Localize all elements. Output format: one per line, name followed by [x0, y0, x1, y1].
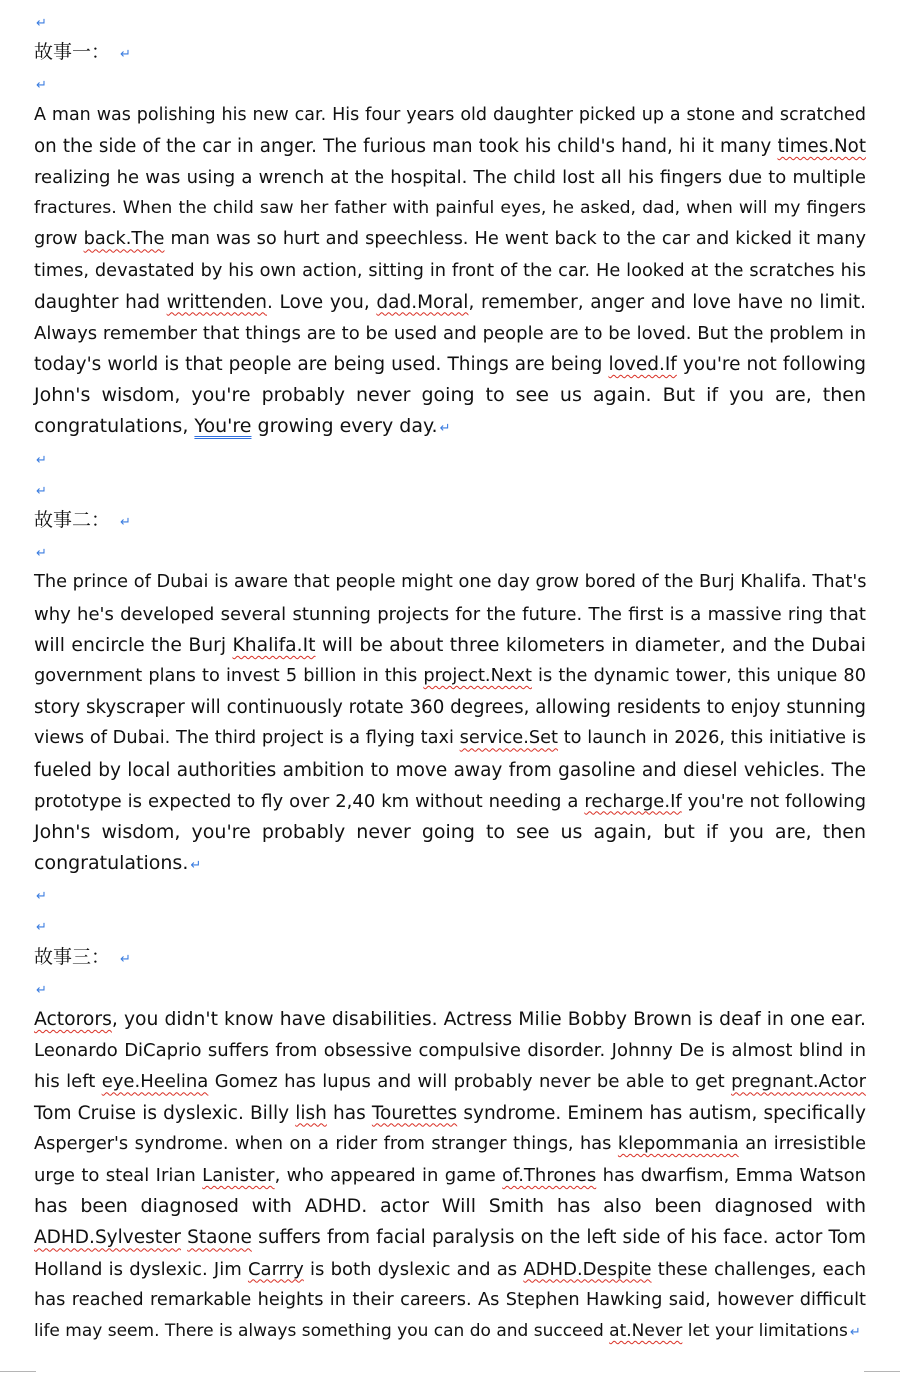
paragraph-mark-icon: ↵ [36, 16, 47, 31]
text-line [34, 630, 866, 661]
text-run: grow [34, 229, 84, 250]
text-run: Always remember that things are to be used and people are to be loved. But the problem in [34, 322, 866, 344]
story3-heading: 故事三： [34, 945, 111, 968]
empty-paragraph [34, 6, 866, 37]
text-line [34, 349, 866, 380]
text-run: will encircle the Burj [34, 634, 233, 656]
text-line [34, 193, 866, 224]
text-line [34, 755, 866, 786]
paragraph-mark-icon: ↵ [36, 483, 47, 499]
text-run: has dwarfism, Emma Watson [596, 1164, 867, 1186]
text-run: government plans to invest 5 billion in this [34, 665, 424, 686]
text-line [34, 1129, 866, 1160]
text-run: , you didn't know have disabilities. Actress Milie Bobby Brown is deaf in one ear. [111, 1009, 866, 1030]
text-line [34, 1004, 866, 1035]
text-run: today's world is that people are being used. Things are being [34, 354, 609, 376]
text-line [34, 256, 866, 287]
text-run: growing every day. [251, 415, 438, 438]
text-line [34, 100, 866, 131]
empty-paragraph [34, 536, 866, 567]
text-run: these challenges, each [651, 1258, 866, 1280]
text-line [34, 661, 866, 692]
text-run: man was so hurt and speechless. He went back to the car and kicked it many [164, 229, 866, 250]
text-line [34, 817, 866, 848]
text-run: prototype is expected to fly over 2,40 km without needing a [34, 790, 585, 812]
spelling-error-text: Khalifa.It [232, 634, 316, 656]
paragraph-mark-icon: ↵ [190, 858, 202, 874]
spelling-error-text: ADHD.Sylvester [34, 1227, 181, 1249]
text-line [34, 131, 866, 162]
story1-heading: 故事一： [34, 41, 111, 64]
text-line [34, 1191, 866, 1222]
paragraph-mark-icon: ↵ [36, 889, 47, 905]
paragraph-mark-icon: ↵ [36, 452, 47, 468]
spelling-error-text: Carrry [247, 1258, 304, 1280]
text-run: times, devastated by his own action, sitting in front of the car. He looked at the scratches his [34, 260, 866, 281]
text-run: fractures. When the child saw her father with painful eyes, he asked, dad, when will my fingers [34, 198, 866, 219]
paragraph-mark-icon: ↵ [120, 515, 131, 530]
story3-paragraph [34, 1004, 866, 1347]
spelling-error-text: lish [295, 1102, 327, 1124]
text-run: you're not following [681, 790, 866, 812]
text-line [34, 224, 866, 255]
paragraph-mark-icon: ↵ [120, 951, 131, 967]
spelling-error-text: of.Thrones [502, 1164, 597, 1186]
spelling-error-text: service.Set [459, 728, 558, 749]
text-line [34, 162, 866, 193]
empty-paragraph [34, 474, 866, 505]
spelling-error-text: recharge.If [584, 790, 682, 812]
text-line [34, 723, 866, 754]
text-run: A man was polishing his new car. His four years old daughter picked up a stone and scratched [34, 104, 866, 125]
spelling-error-text: times.Not [777, 135, 866, 157]
story1-heading-line [34, 37, 866, 68]
text-line [34, 1254, 866, 1285]
text-run: views of Dubai. The third project is a flying taxi [34, 728, 460, 749]
spelling-error-text: writtenden [166, 291, 267, 313]
spelling-error-text: Actorors [34, 1009, 112, 1030]
empty-paragraph [34, 68, 866, 99]
empty-paragraph [34, 910, 866, 941]
text-run: is both dyslexic and as [303, 1258, 524, 1280]
text-run: fueled by local authorities ambition to move away from gasoline and diesel vehicles. The [34, 759, 866, 781]
spelling-error-text: dad.Moral [376, 291, 469, 313]
paragraph-mark-icon: ↵ [439, 421, 451, 437]
story1-paragraph [34, 100, 866, 443]
text-run: life may seem. There is always something you can do and succeed [34, 1320, 610, 1341]
text-run: Holland is dyslexic. Jim [34, 1258, 248, 1280]
paragraph-mark-icon: ↵ [849, 1324, 861, 1340]
text-line [34, 786, 866, 817]
text-run: an irresistible [738, 1133, 866, 1154]
text-line [34, 411, 866, 442]
paragraph-mark-icon: ↵ [36, 982, 47, 998]
text-line [34, 567, 866, 598]
text-line [34, 1066, 866, 1097]
text-line [34, 287, 866, 318]
spelling-error-text: Lanister [202, 1164, 275, 1186]
text-line [34, 1098, 866, 1129]
spelling-error-text: project.Next [423, 665, 532, 686]
text-run: will be about three kilometers in diameter, and the Dubai [315, 634, 867, 656]
text-line [34, 848, 866, 879]
text-run: why he's developed several stunning projects for the future. The first is a massive ring that [34, 603, 866, 625]
text-line [34, 1222, 866, 1253]
text-run: Tom Cruise is dyslexic. Billy [34, 1102, 296, 1124]
text-run: urge to steal Irian [34, 1164, 203, 1186]
paragraph-mark-icon: ↵ [36, 546, 47, 562]
story2-paragraph [34, 567, 866, 879]
paragraph-mark-icon: ↵ [36, 920, 47, 936]
grammar-flag-text: You're [194, 415, 252, 438]
spelling-error-text: Tourettes [371, 1102, 458, 1124]
text-run: you're not following [676, 354, 866, 376]
spelling-error-text: back.The [83, 229, 165, 250]
empty-paragraph [34, 443, 866, 474]
text-run: syndrome. Eminem has autism, specifically [457, 1102, 866, 1124]
page-corner-mark [864, 1371, 900, 1372]
text-run: daughter had [34, 291, 167, 313]
text-run: Asperger's syndrome. when on a rider from stranger things, has [34, 1133, 618, 1154]
text-run: realizing he was using a wrench at the hospital. The child lost all his fingers due to multiple [34, 166, 866, 188]
text-run: The prince of Dubai is aware that people might one day grow bored of the Burj Khalifa. That's [34, 572, 867, 593]
text-run: Leonardo DiCaprio suffers from obsessive compulsive disorder. Johnny De is almost blind in [34, 1040, 866, 1062]
spelling-error-text: loved.If [608, 354, 677, 376]
spelling-error-text: ADHD.Despite [523, 1258, 652, 1280]
text-line [34, 318, 866, 349]
text-run: on the side of the car in anger. The furious man took his child's hand, hi it many [34, 135, 778, 157]
spelling-error-text: at.Never [609, 1320, 683, 1341]
story2-heading: 故事二： [34, 509, 111, 531]
paragraph-mark-icon: ↵ [36, 78, 47, 94]
empty-paragraph [34, 879, 866, 910]
text-run: , who appeared in game [274, 1164, 503, 1186]
text-run: has reached remarkable heights in their careers. As Stephen Hawking said, however difficult [34, 1289, 866, 1310]
text-run: is the dynamic tower, this unique 80 [531, 665, 866, 686]
text-run: congratulations, [34, 415, 195, 438]
text-run: has been diagnosed with ADHD. actor Will Smith has also been diagnosed with [34, 1195, 866, 1218]
text-run: John's wisdom, you're probably never going to see us again, but if you are, then [34, 820, 866, 843]
empty-paragraph [34, 973, 866, 1004]
text-line [34, 1316, 866, 1347]
page-corner-mark [0, 1371, 36, 1372]
text-run: his left [34, 1071, 102, 1093]
text-line [34, 1160, 866, 1191]
story3-heading-line [34, 942, 866, 973]
spelling-error-text: Staone [187, 1227, 252, 1249]
text-line [34, 1285, 866, 1316]
text-line [34, 380, 866, 411]
text-line [34, 1035, 866, 1066]
spelling-error-text: pregnant.Actor [731, 1071, 866, 1093]
text-run: John's wisdom, you're probably never going to see us again. But if you are, then [34, 384, 866, 407]
spelling-error-text: eye.Heelina [101, 1071, 209, 1093]
text-line [34, 599, 866, 630]
text-run: Gomez has lupus and will probably never be able to get [208, 1071, 732, 1093]
text-run: congratulations. [34, 852, 189, 875]
paragraph-mark-icon: ↵ [120, 47, 131, 63]
text-run: let your limitations [682, 1320, 848, 1341]
text-run: story skyscraper will continuously rotate 360 degrees, allowing residents to enjoy stunning [34, 697, 866, 719]
text-run: has [326, 1102, 372, 1124]
text-run: . Love you, [267, 291, 377, 313]
story2-heading-line [34, 505, 866, 536]
text-line [34, 692, 866, 723]
text-run: to launch in 2026, this initiative is [558, 728, 866, 749]
spelling-error-text: klepommania [617, 1133, 739, 1154]
document-page [34, 6, 866, 1347]
text-run: , remember, anger and love have no limit. [468, 291, 866, 313]
text-run: suffers from facial paralysis on the left side of his face. actor Tom [251, 1227, 866, 1249]
